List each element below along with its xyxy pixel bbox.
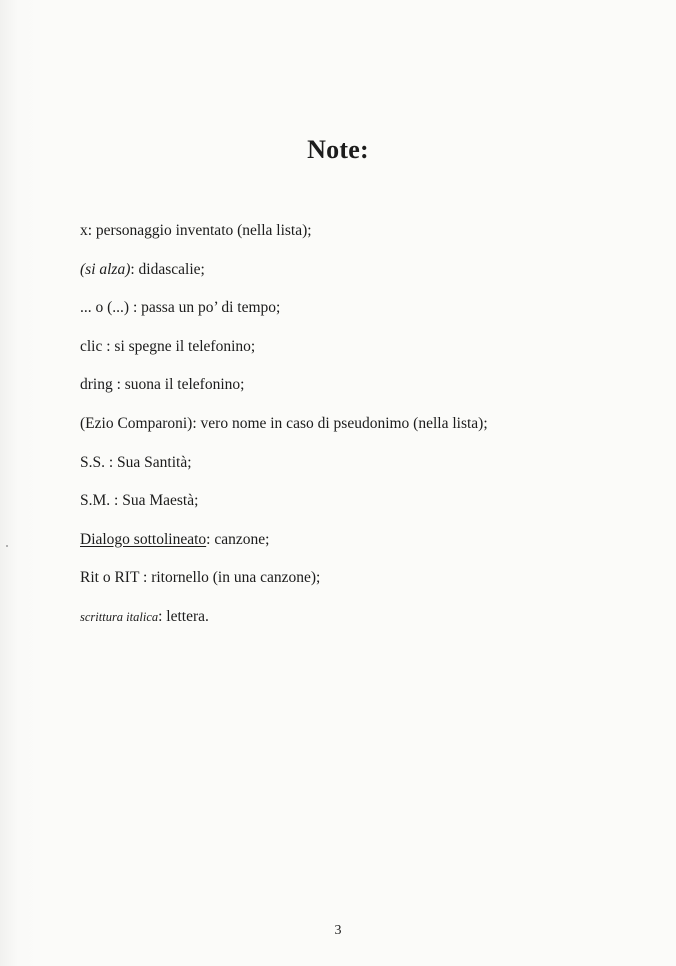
note-text: : lettera.: [158, 607, 209, 625]
note-text: S.M. : Sua Maestà;: [80, 492, 199, 510]
note-key: scrittura italica: [80, 609, 159, 624]
note-letter: [80, 607, 640, 627]
note-text: clic : si spegne il telefonino;: [80, 337, 256, 355]
note-invented-character: [80, 221, 640, 241]
note-text: ... o (...) : passa un po’ di tempo;: [80, 299, 281, 317]
note-holiness: [80, 453, 640, 473]
notes-list: [80, 221, 640, 646]
note-text: x: personaggio inventato (nella lista);: [80, 222, 312, 239]
note-text: Rit o RIT : ritornello (in una canzone);: [80, 569, 321, 587]
note-stage-directions: [80, 260, 640, 280]
note-key: Dialogo sottolineato: [80, 530, 207, 548]
note-text: dring : suona il telefonino;: [80, 376, 245, 394]
note-key: (si alza): [80, 260, 131, 278]
note-majesty: [80, 491, 640, 511]
note-refrain: [80, 568, 640, 588]
note-text: (Ezio Comparoni): vero nome in caso di pseudonimo (nella lista);: [80, 414, 488, 432]
page-number: 3: [334, 923, 342, 938]
note-time-passes: [80, 298, 640, 318]
note-phone-off: [80, 337, 640, 357]
note-text: : canzone;: [206, 530, 270, 548]
note-real-name: [80, 414, 640, 434]
note-text: S.S. : Sua Santità;: [80, 453, 192, 471]
page-title: Note:: [307, 135, 369, 164]
note-phone-rings: [80, 375, 640, 395]
scan-speck: [6, 545, 8, 547]
note-song: [80, 530, 640, 550]
note-text: : didascalie;: [130, 260, 205, 278]
